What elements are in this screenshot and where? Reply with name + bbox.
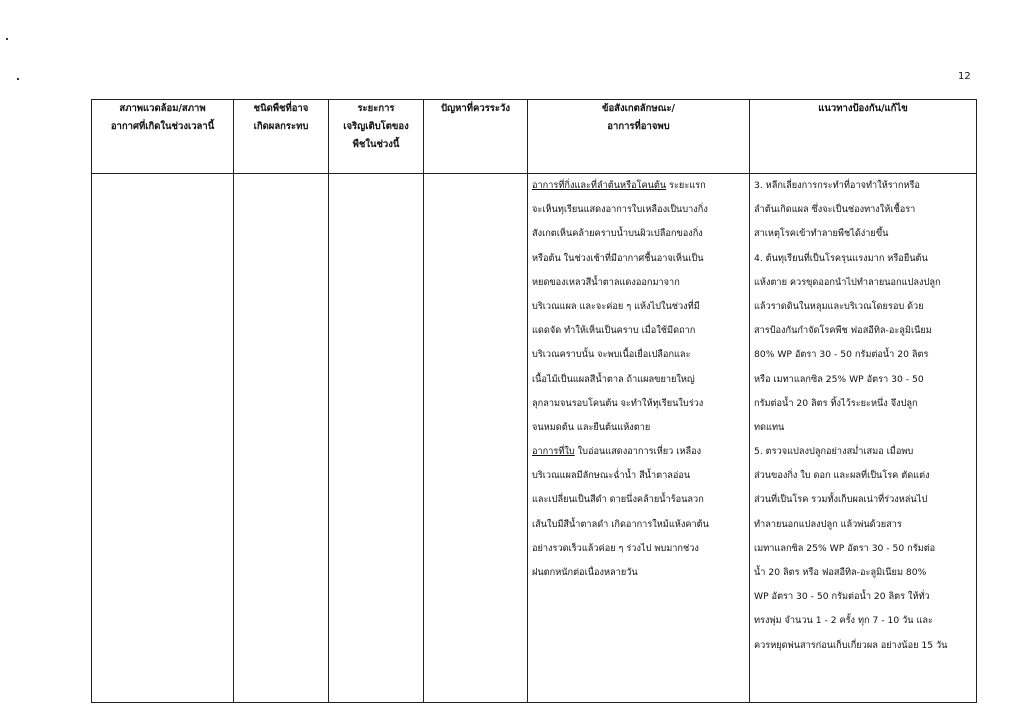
text-line: 4. ต้นทุเรียนที่เป็นโรครุนแรงมาก หรือยืนต้น (754, 252, 928, 264)
text-line: 3. หลีกเลี่ยงการกระทำที่อาจทำให้รากหรือ (754, 180, 920, 191)
header-row (92, 100, 977, 174)
text-line: หรือ เมทาแลกซิล 25% WP อัตรา 30 - 50 (754, 373, 924, 385)
page-number: 12 (958, 71, 971, 82)
advisory-table (91, 99, 977, 703)
scan-speck (17, 78, 19, 80)
text-line: กรัมต่อน้ำ 20 ลิตร ทิ้งไว้ระยะหนึ่ง จึงปลูก (754, 397, 918, 409)
cell-environment (92, 174, 234, 703)
text-line: ลุกลามจนรอบโคนต้น จะทำให้ทุเรียนใบร่วง (532, 397, 704, 409)
text-line: 80% WP อัตรา 30 - 50 กรัมต่อน้ำ 20 ลิตร (754, 349, 929, 361)
text-line: เส้นใบมีสีน้ำตาลดำ เกิดอาการใหม้แห้งคาต้น (532, 518, 709, 530)
text-line: หยดของเหลวสีน้ำตาลแดงออกมาจาก (532, 276, 680, 288)
text-line: จนหมดต้น และยืนต้นแห้งตาย (532, 421, 651, 433)
cell-crop-type (234, 174, 329, 703)
cell-growth-stage (329, 174, 424, 703)
text-line: สาเหตุโรคเข้าทำลายพืชได้ง่ายขึ้น (754, 228, 889, 240)
cell-prevention (750, 174, 977, 703)
header-growth-stage: ระยะการ เจริญเติบโตของ พืชในช่วงนี้ (329, 100, 424, 174)
text-line: หรือต้น ในช่วงเช้าที่มีอากาศชื้นอาจเห็นเป็น (532, 252, 704, 264)
text-line: สังเกตเห็นคล้ายคราบน้ำบนผิวเปลือกของกิ่ง (532, 228, 703, 240)
cell-problem (424, 174, 528, 703)
symptoms-text: อาการที่กิ่งและที่ลำต้นหรือโคนต้น ระยะแรก จะเห็นทุเรียนแสดงอาการใบเหลืองเป็นบางกิ่ง สังเกตเห็นคล้ายคราบน้ำบนผิวเปลือกของกิ่ง หรือต้น ในช่วงเช้าที่มีอากาศชื้นอาจเห็นเป็น หยดของเหลวสีน้ำตาลแดงออกมาจาก บริเวณแผล และจะค่อย ๆ แห้งไปในช่วงที่มี แดดจัด ทำให้เห็นเป็นคราบ เมื่อใช้มีดถาก บริเวณคราบนั้น จะพบเนื้อเยื่อเปลือกและ เนื้อไม้เป็นแผลสีน้ำตาล ถ้าแผลขยายใหญ่ ลุกลามจนรอบโคนต้น จะทำให้ทุเรียนใบร่วง จนหมดต้น และยืนต้นแห้งตาย อาการที่ใบ ใบอ่อนแสดงอาการเหี่ยว เหลือง บริเวณแผลมีลักษณะฉ่ำน้ำ สีน้ำตาลอ่อน และเปลี่ยนเป็นสีดำ ดายนึ่งคล้ายน้ำร้อนลวก เส้นใบมีสีน้ำตาลดำ เกิดอาการใหม้แห้งคาต้น อย่างรวดเร็วแล้วค่อย ๆ ร่วงไป พบมากช่วง ฝนตกหนักต่อเนื่องหลายวัน (528, 174, 749, 585)
header-symptoms: ข้อสังเกตลักษณะ/ อาการที่อาจพบ (528, 100, 750, 174)
branch-symptom-heading: อาการที่กิ่งและที่ลำต้นหรือโคนต้น (532, 180, 667, 191)
text-line: ส่วนที่เป็นโรค รวมทั้งเก็บผลเน่าที่ร่วงหล่นไป (754, 494, 928, 506)
header-prevention: แนวทางป้องกัน/แก้ไข (750, 100, 977, 174)
text-line: น้ำ 20 ลิตร หรือ ฟอสอีทิล-อะลูมิเนียม 80% (754, 567, 927, 578)
text-line: WP อัตรา 30 - 50 กรัมต่อน้ำ 20 ลิตร ให้ทั่ว (754, 591, 930, 603)
text-line: บริเวณแผลมีลักษณะฉ่ำน้ำ สีน้ำตาลอ่อน (532, 470, 691, 482)
text-line: สารป้องกันกำจัดโรคพืช ฟอสอีทิล-อะลูมิเนียม (754, 325, 932, 337)
text-line: อย่างรวดเร็วแล้วค่อย ๆ ร่วงไป พบมากช่วง (532, 542, 699, 554)
text-line: ลำต้นเกิดแผล ซึ่งจะเป็นช่องทางให้เชื้อรา (754, 204, 916, 216)
text-line: ส่วนของกิ่ง ใบ ดอก และผลที่เป็นโรค ตัดแต่ง (754, 470, 930, 482)
text-line: แล้วราดดินในหลุมและบริเวณโดยรอบ ด้วย (754, 300, 924, 312)
scan-speck (6, 38, 8, 40)
header-environment: สภาพแวดล้อม/สภาพ อากาศที่เกิดในช่วงเวลานี้ (92, 100, 234, 174)
text-line: และเปลี่ยนเป็นสีดำ ดายนึ่งคล้ายน้ำร้อนลวก (532, 494, 704, 506)
text-line: เนื้อไม้เป็นแผลสีน้ำตาล ถ้าแผลขยายใหญ่ (532, 373, 695, 385)
header-crop-type: ชนิดพืชที่อาจ เกิดผลกระทบ (234, 100, 329, 174)
text-line: ควรหยุดพ่นสารก่อนเก็บเกี่ยวผล อย่างน้อย 15 วัน (754, 639, 948, 651)
text-line: แห้งตาย ควรขุดออกนำไปทำลายนอกแปลงปลูก (754, 276, 941, 288)
text-line: ทรงพุ่ม จำนวน 1 - 2 ครั้ง ทุก 7 - 10 วัน และ (754, 615, 933, 627)
cell-symptoms (528, 174, 750, 703)
text-line: ฝนตกหนักต่อเนื่องหลายวัน (532, 567, 638, 578)
prevention-text (750, 174, 976, 658)
text-line: 5. ตรวจแปลงปลูกอย่างสม่ำเสมอ เมื่อพบ (754, 446, 914, 458)
body-row (92, 174, 977, 703)
text-line: บริเวณคราบนั้น จะพบเนื้อเยื่อเปลือกและ (532, 349, 691, 361)
text-line: ทำลายนอกแปลงปลูก แล้วพ่นด้วยสาร (754, 518, 902, 530)
text-line: แดดจัด ทำให้เห็นเป็นคราบ เมื่อใช้มีดถาก (532, 325, 696, 337)
text-line: จะเห็นทุเรียนแสดงอาการใบเหลืองเป็นบางกิ่ง (532, 204, 708, 216)
text-line: ทดแทน (754, 421, 785, 433)
text-line: เมทาแลกซิล 25% WP อัตรา 30 - 50 กรัมต่อ (754, 542, 936, 554)
leaf-symptom-heading: อาการที่ใบ (532, 446, 575, 458)
header-problem: ปัญหาที่ควรระวัง (424, 100, 528, 174)
text-line: บริเวณแผล และจะค่อย ๆ แห้งไปในช่วงที่มี (532, 300, 700, 312)
